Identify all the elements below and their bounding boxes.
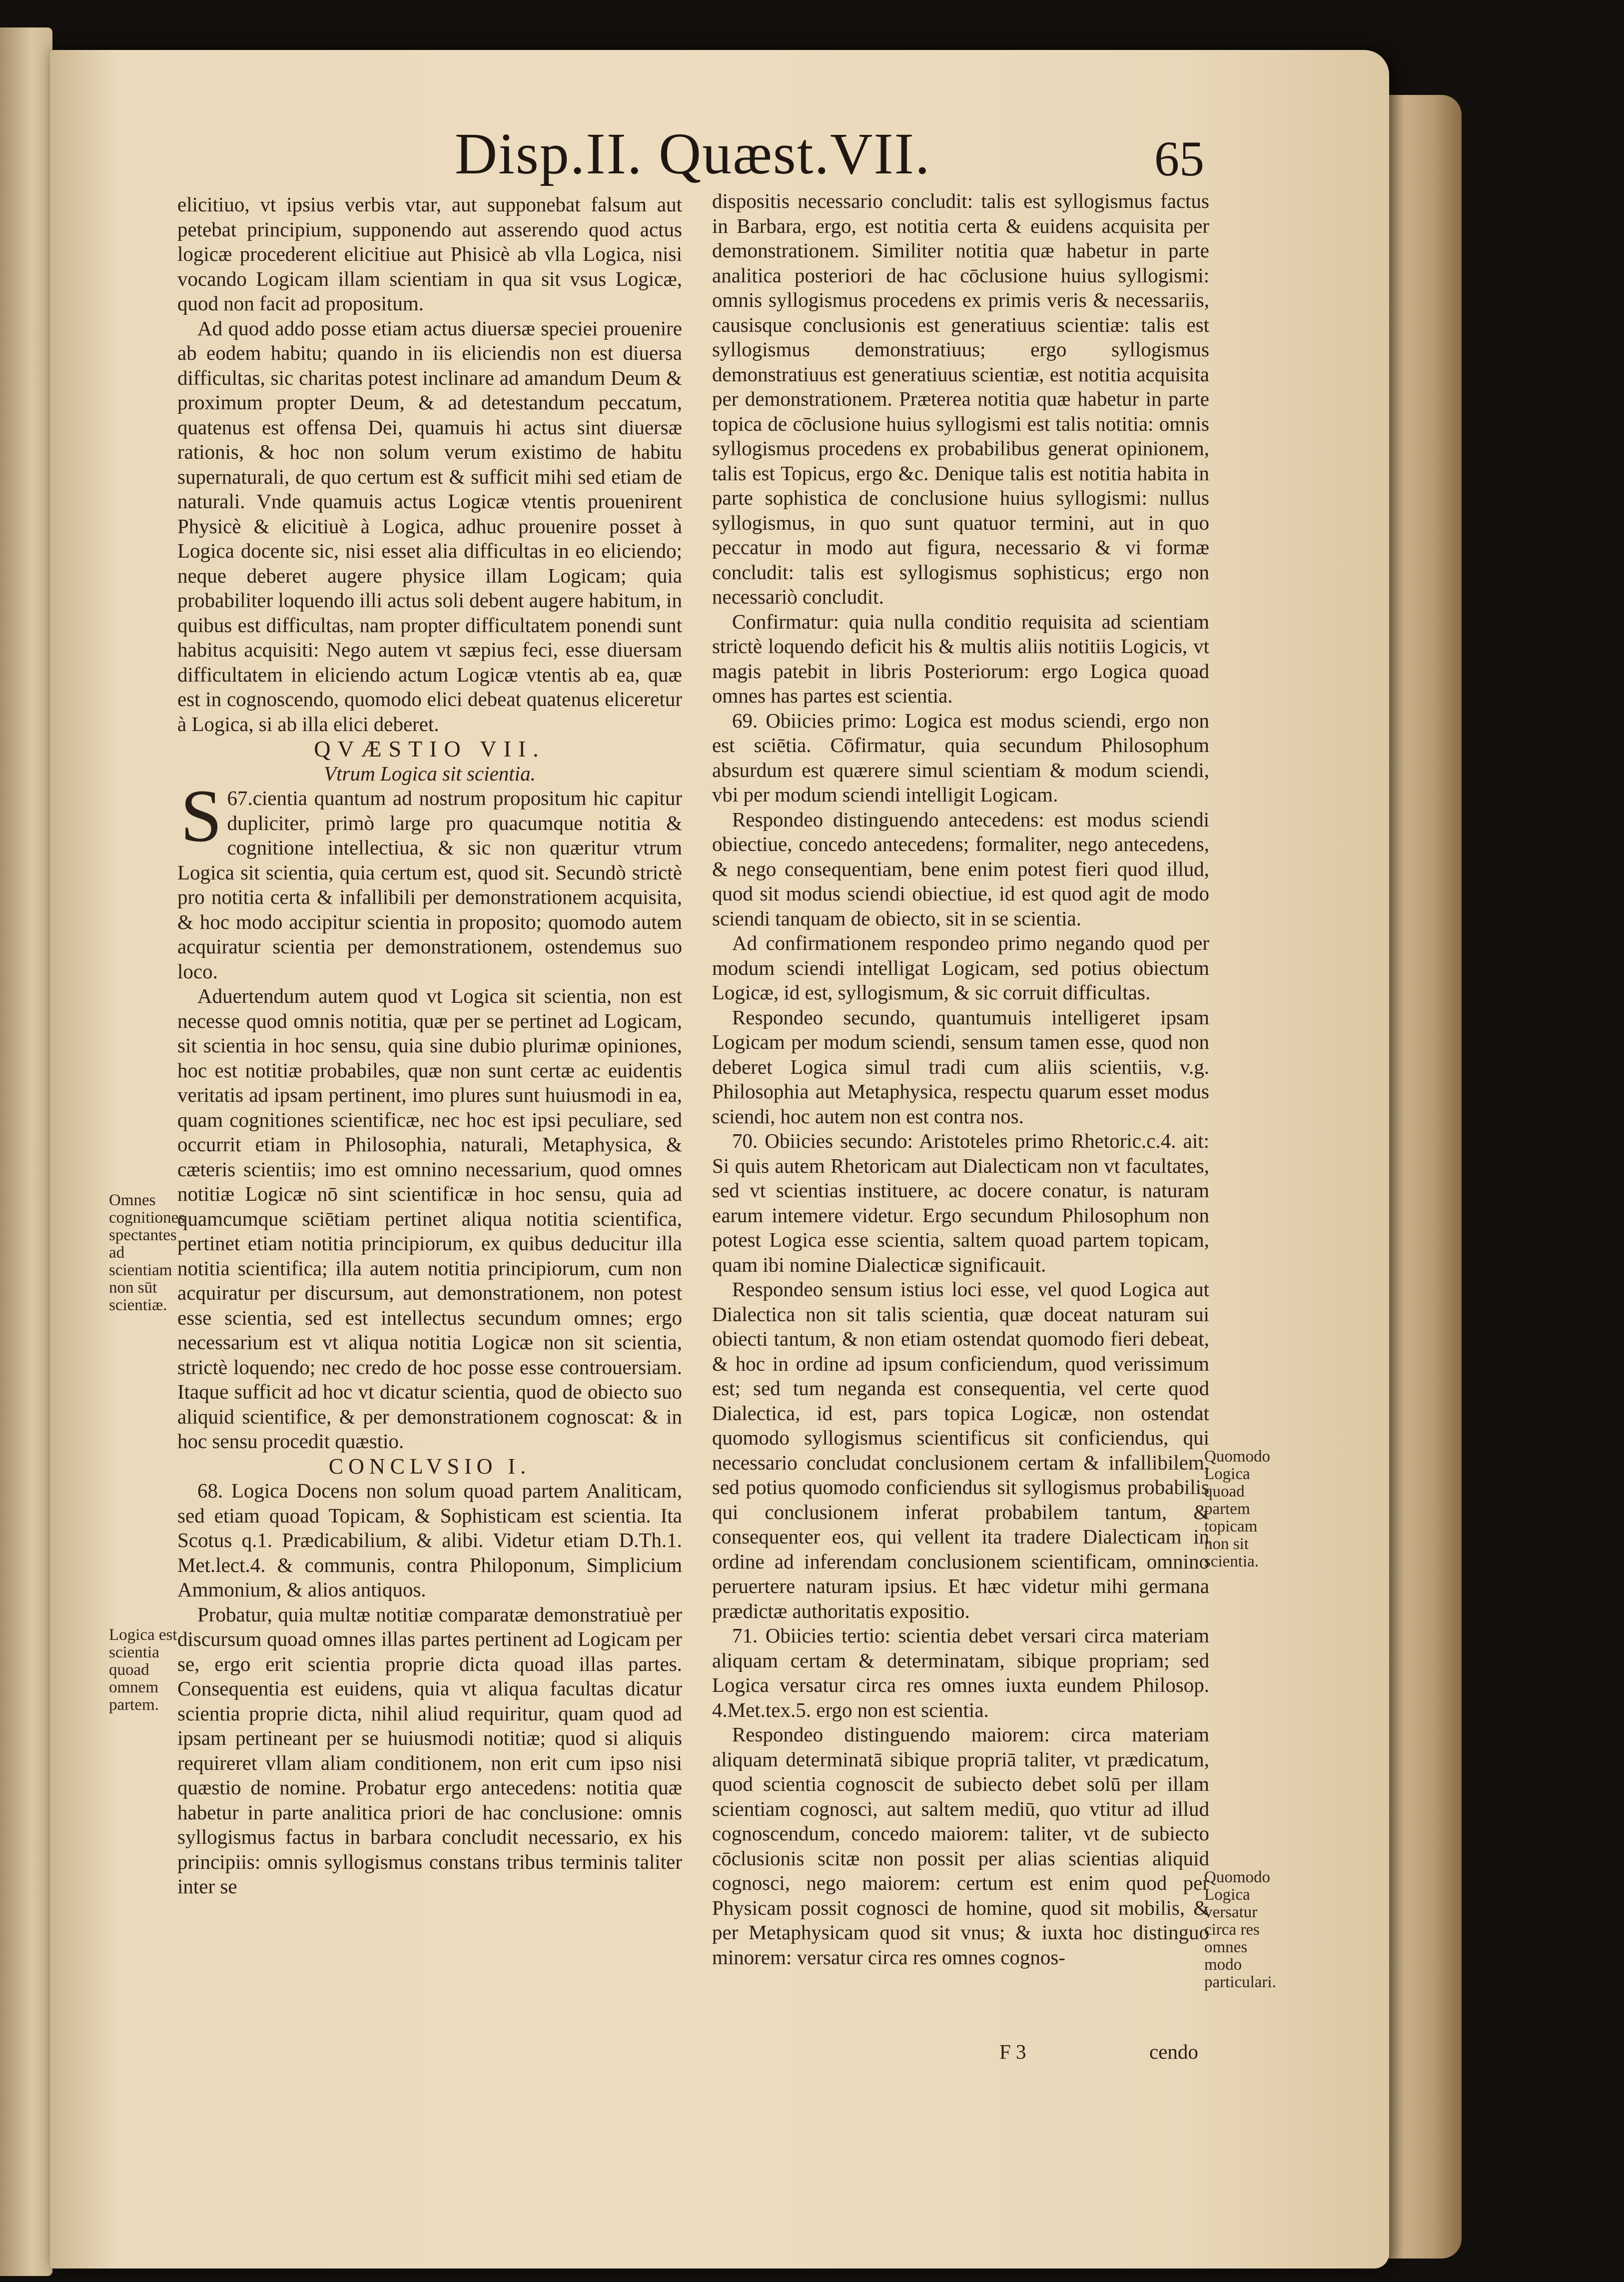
paragraph: Probatur, quia multæ notitiæ comparatæ demonstratiuè per discursum quoad omnes illas partes pertinent ad Logicam per se, ergo erit scientia proprie dicta quoad illas partes. Consequentia est euidens, quia vt aliqua facultas dicatur scientia proprie dicta, nihil aliud requiritur, quam quod ad ipsam pertineant per se huiusmodi notitiæ; quod si aliquis requireret vllam aliam conditionem, non erit cum ipso nisi quæstio de nomine. Probatur ergo antecedens: notitia quæ habetur in parte analitica priori de hac conclusione: omnis syllogismus factus in barbara concludit necessario, ex his principiis: omnis syllogismus constans tribus terminis taliter inter se: [177, 1602, 682, 1898]
paragraph-71: 71. Obiicies tertio: scientia debet versari circa materiam aliquam certam & determinatam, sibique propriam; sed Logica versatur circa res omnes iuxta eundem Philosop. 4.Met.tex.5. ergo non est scientia.: [712, 1624, 1209, 1721]
book-spine: [1379, 95, 1462, 2259]
right-column: [712, 189, 1209, 1970]
paragraph: Respondeo distinguendo maiorem: circa materiam aliquam determinatā sibique propriā taliter, vt prædicatum, quod scientia cognoscit de subiecto debet solū per illam scientiam cognosci, aut saltem mediū, quo vtitur ad illud cognoscendum, concedo maiorem: taliter, vt de subiecto cōclusionis scitæ non possit per alias scientias aliquid cognosci, nego maiorem: certum est enim quod per Physicam possit cognosci de homine, quod sit mobilis, & per Metaphysicam quod sit vnus; & iuxta hoc distinguo minorem: versatur circa res omnes cognos-: [712, 1723, 1209, 1969]
catchword: cendo: [1149, 2040, 1198, 2063]
running-title: Disp.II. Quæst.VII.: [455, 121, 931, 186]
left-column: [177, 192, 682, 1899]
paragraph: Aduertendum autem quod vt Logica sit scientia, non est necesse quod omnis notitia, quæ per se pertinet ad Logicam, sit scientia in hoc sensu, quia sine dubio plurimæ opiniones, hoc est notitiæ probabiles, quæ non sunt certæ ac euidentis veritatis ad ipsam pertinent, imo plures sunt huiusmodi in ea, quam cognitiones scientificæ, nec hoc est ipsi peculiare, sed occurrit etiam in Philosophia, naturali, Metaphysica, & cæteris scientiis; imo est omnino necessarium, quod omnes notitiæ Logicæ nō sint scientificæ in hoc sensu, quia ad quamcumque sciētiam pertinet aliqua notitia scientifica, pertinet etiam notitia principiorum, ex quibus deducitur illa notitia scientifica; illa autem notitia principiorum, cum non acquiratur per discursum, aut demonstrationem, non potest esse scientia, sed est intellectus secundum omnes; ergo necessarium est vt aliqua notitia Logicæ non sit scientia, strictè loquendo; nec credo de hoc posse esse controuersiam. Itaque sufficit ad hoc vt dicatur scientia, quod de obiecto suo aliquid scientifice, & per demonstrationem cognoscat: & in hoc sensu procedit quæstio.: [177, 984, 682, 1453]
question-title: Vtrum Logica sit scientia.: [324, 761, 536, 785]
paragraph-70: 70. Obiicies secundo: Aristoteles primo Rhetoric.c.4. ait: Si quis autem Rhetoricam aut Dialecticam non vt facultates, sed vt scientias instituere, ac docere conatur, is naturam earum intemere videtur. Ergo secundum Philosophum non potest Logica esse scientia, saltem quoad partem topicam, quam ibi nomine Dialecticæ significauit.: [712, 1129, 1209, 1276]
margin-note-logica: Logica est scientia quoad omnem partem.: [109, 1626, 177, 1714]
paragraph-67: [177, 774, 682, 984]
page-number: 65: [1154, 131, 1204, 186]
margin-note-quomodo-topicam: Quomodo Logica quoad partem topicam non sit scientia.: [1204, 1448, 1270, 1570]
paragraph-number: 67.: [227, 786, 253, 809]
paragraph: dispositis necessario concludit: talis est syllogismus factus in Barbara, ergo, est notitia certa & euidens acquisita per demonstrationem. Similiter notitia quæ habetur in parte analitica posteriori de hac cōclusione huius syllogismi: omnis syllogismus procedens ex primis veris & necessariis, causisque conclusionis est generatiuus scientiæ: talis est syllogismus demonstratiuus; ergo syllogismus demonstratiuus est generatiuus scientiæ, est notitia acquisita per demonstrationem. Præterea notitia quæ habetur in parte topica de cōclusione huius syllogismi est talis notitia: omnis syllogismus procedens ex probabilibus generat opinionem, talis est Topicus, ergo &c. Denique talis est notitia habita in parte sophistica de conclusione huius syllogismi: nullus syllogismus, in quo sunt quatuor termini, aut in quo peccatur in modo aut figura, necessario & vi formæ concludit: talis est syllogismus sophisticus; ergo non necessariò concludit.: [712, 189, 1209, 608]
margin-note-omnes: Omnes cognitiones spectantes ad scientiam non sūt scientiæ.: [109, 1191, 185, 1314]
paragraph: Respondeo sensum istius loci esse, vel quod Logica aut Dialectica non sit talis scientia, quæ doceat naturam sui obiecti tantum, & non etiam ostendat quomodo fieri debeat, & hoc in ordine ad ipsum conficiendum, quod verissimum est; sed tum neganda est consequentia, vel certe quod Dialectica, id est, pars topica Logicæ, non ostendat quomodo syllogismus scientificus sit conficiendus, qui necessario concludat conclusionem certam & infallibilem, sed potius quomodo conficiendus sit syllogismus probabilis qui conclusionem inferat probabilem tantum, & consequenter eos, qui vellent ita tradere Dialecticam in ordine ad inferendam conclusionem scientificam, omnino peruertere naturam ipsius. Et hæc videtur mihi germana prædictæ authoritatis expositio.: [712, 1278, 1209, 1622]
signature-mark: F 3: [999, 2040, 1026, 2063]
question-heading: QVÆSTIO VII.: [314, 736, 546, 761]
paragraph-68: 68. Logica Docens non solum quoad partem Analiticam, sed etiam quoad Topicam, & Sophisticam est scientia. Ita Scotus q.1. Prædicabilium, & alibi. Videtur etiam D.Th.1. Met.lect.4. & communis, contra Philoponum, Simplicium Ammonium, & alios antiquos.: [177, 1479, 682, 1601]
paragraph-text: cientia quantum ad nostrum propositum hic capitur dupliciter, primò large pro quacumque notitia & cognitione intellectiua, & sic non quæritur vtrum Logica sit scientia, quia certum est, quod sit. Secundò strictè pro notitia certa & infallibili per demonstrationem acquisita, & hoc modo accipitur scientia in proposito; quomodo autem acquiratur scientia per demonstrationem, ostendemus suo loco.: [177, 786, 682, 983]
paragraph-69: 69. Obiicies primo: Logica est modus sciendi, ergo non est sciētia. Cōfirmatur, quia secundum Philosophum absurdum est quærere simul scientiam & modum sciendi, vbi per modum sciendi intelligit Logicam.: [712, 709, 1209, 806]
paragraph: Ad quod addo posse etiam actus diuersæ speciei prouenire ab eodem habitu; quando in iis eliciendis non est diuersa difficultas, sic charitas potest inclinare ad amandum Deum & proximum propter Deum, & ad detestandum peccatum, quatenus est offensa Dei, quamuis hi actus sint diuersæ rationis, & hoc non solum verum existimo de habitu supernaturali, de quo certum est & sufficit mihi sed etiam de naturali. Vnde quamuis actus Logicæ vtentis prouenirent Physicè & elicitiuè à Logica, adhuc prouenire posset à Logica docente sic, nisi esset alia difficultas in eo eliciendo; neque deberet augere physice illam Logicam; quia probabiliter loquendo illi actus soli debent augere habitum, in quibus est difficultas, nam propter difficultatem ponendi sunt habitus acquisiti: Nego autem vt sæpius feci, esse diuersam difficultatem in eliciendo actum Logicæ vtentis ab ea, quæ est in cognoscendo, quomodo elici debeat quatenus eliceretur à Logica, si ab illa elici deberet.: [177, 316, 682, 736]
margin-note-quomodo-particulari: Quomodo Logica versatur circa res omnes modo particulari.: [1204, 1868, 1276, 1991]
conclusion-heading: CONCLVSIO I.: [328, 1454, 531, 1479]
paragraph: Respondeo distinguendo antecedens: est modus sciendi obiectiue, concedo antecedens; formaliter, nego antecedens, & nego consequentiam, bene enim potest fieri quod illud, quod sit modus sciendi obiectiue, id est quod agit de modo sciendi tanquam de obiecto, sit in se scientia.: [712, 807, 1209, 930]
previous-page-edge: [0, 27, 52, 2276]
paragraph: Confirmatur: quia nulla conditio requisita ad scientiam strictè loquendo deficit his & multis aliis notitiis Logicis, vt magis patebit in libris Posteriorum: ergo Logica quoad omnes has partes est scientia.: [712, 610, 1209, 707]
page-header: [50, 120, 1389, 190]
initial-capital: S: [180, 774, 222, 857]
paragraph: elicitiuo, vt ipsius verbis vtar, aut supponebat falsum aut petebat principium, supponendo aut asserendo quod actus logicæ procederent elicitiue aut Phisicè ab vlla Logica, nisi vocando Logicam illam scientiam in qua sit vsus Logicæ, quod non facit ad propositum.: [177, 193, 682, 315]
paragraph: Respondeo secundo, quantumuis intelligeret ipsam Logicam per modum sciendi, sensum tamen esse, quod non deberet Logica simul tradi cum aliis scientiis, v.g. Philosophia aut Metaphysica, respectu quarum esset modus sciendi, hoc autem non est contra nos.: [712, 1005, 1209, 1128]
paragraph: Ad confirmationem respondeo primo negando quod per modum sciendi intelligat Logicam, sed potius obiectum Logicæ, id est, syllogismum, & sic corruit difficultas.: [712, 931, 1209, 1004]
